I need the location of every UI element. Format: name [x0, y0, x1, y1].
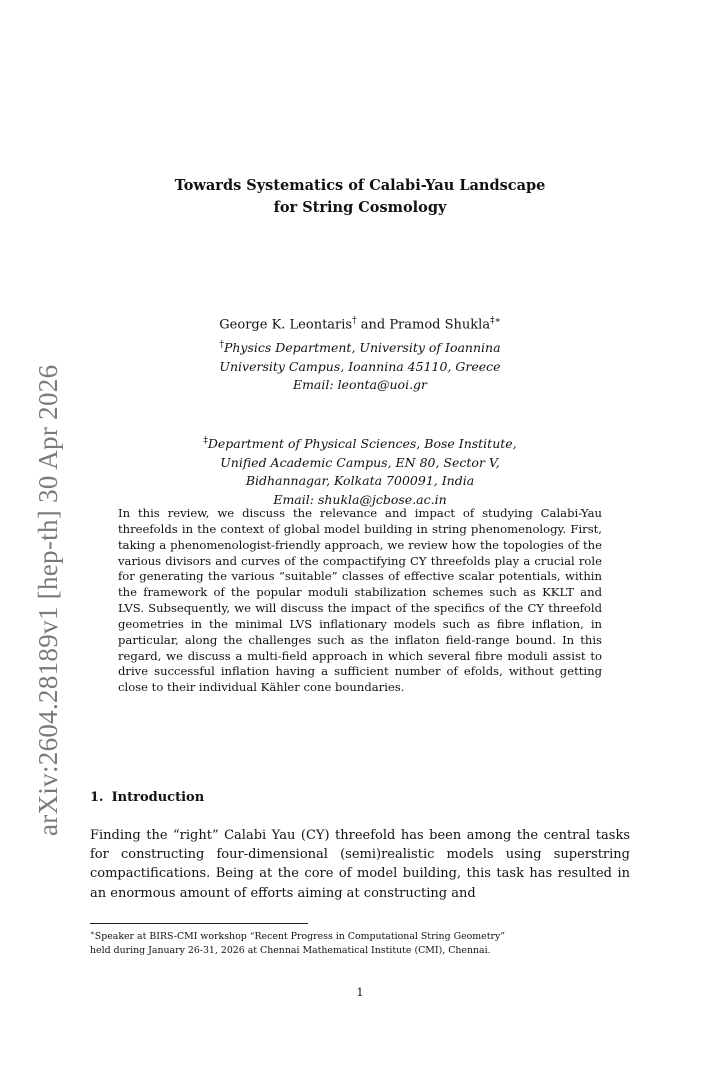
affiliation-2-mark: ‡ — [203, 436, 208, 446]
footnote — [90, 927, 630, 957]
section-number: 1. — [90, 790, 104, 805]
author-2-mark: ‡∗ — [490, 316, 501, 326]
author-connector: and — [356, 317, 390, 333]
author-1-mark: † — [352, 316, 357, 326]
affiliation-1-mark: † — [219, 340, 224, 350]
affiliation-1-email: Email: leonta@uoi.gr — [292, 377, 428, 393]
affiliation-1-line-2: University Campus, Ioannina 45110, Greece — [219, 358, 501, 374]
footnote-line-1: Speaker at BIRS-CMI workshop “Recent Progress in Computational String Geometry” — [94, 931, 506, 943]
affiliation-2-email: Email: shukla@jcbose.ac.in — [273, 491, 447, 507]
page-number: 1 — [356, 986, 364, 999]
affiliation-1 — [100, 336, 620, 395]
author-1-name: George K. Leontaris — [219, 317, 353, 333]
author-list — [100, 312, 620, 334]
introduction-paragraph — [90, 826, 630, 903]
introduction-text: Finding the “right” Calabi Yau (CY) threefold has been among the central tasks for constructing four-dimensional (semi)realistic models using superstring compactifications. Being at the core of model building, this task has resulted in an enormous amount of efforts aiming at constructing and — [90, 828, 630, 901]
affiliation-1-line-1: Physics Department, University of Ioannina — [223, 340, 501, 356]
arxiv-stamp — [28, 248, 68, 836]
abstract-text: In this review, we discuss the relevance and impact of studying Calabi-Yau threefolds in the context of global model building in string phenomenology. First, taking a phenomenologist-friendly approach, we review how the topologies of the various divisors and curves of the compactifying CY threefolds play a crucial role for generating the various “suitable” classes of effective scalar potentials, within the framework of the popular moduli stabilization schemes such as KKLT and LVS. Subsequently, we will discuss the impact of the specifics of the CY threefold geometries in the minimal LVS inflationary models such as fibre inflation, in particular, along the challenges such as the inflaton field-range bound. In this regard, we discuss a multi-field approach in which several fibre moduli assist to drive successful inflation having a sufficient number of efolds, without getting close to their individual Kähler cone boundaries. — [118, 506, 602, 695]
section-title: Introduction — [111, 790, 205, 805]
affiliation-2-line-2: Unified Academic Campus, EN 80, Sector V, — [220, 454, 500, 470]
footnote-line-2: held during January 26-31, 2026 at Chennai Mathematical Institute (CMI), Chennai. — [90, 944, 491, 956]
title-line-1: Towards Systematics of Calabi-Yau Landscape — [174, 177, 546, 194]
affiliation-2-line-3: Bidhannagar, Kolkata 700091, India — [245, 473, 475, 489]
abstract — [118, 506, 602, 696]
footnote-mark: ∗ — [90, 929, 95, 937]
affiliation-2-line-1: Department of Physical Sciences, Bose Institute, — [207, 436, 517, 452]
section-heading-introduction — [90, 790, 204, 805]
paper-title — [100, 175, 620, 219]
affiliation-2 — [100, 432, 620, 509]
arxiv-identifier: arXiv:2604.28189v1 [hep-th] 30 Apr 2026 — [33, 364, 63, 836]
title-line-2: for String Cosmology — [273, 199, 447, 216]
author-2-name: Pramod Shukla — [389, 317, 491, 333]
footnote-divider — [90, 923, 308, 924]
